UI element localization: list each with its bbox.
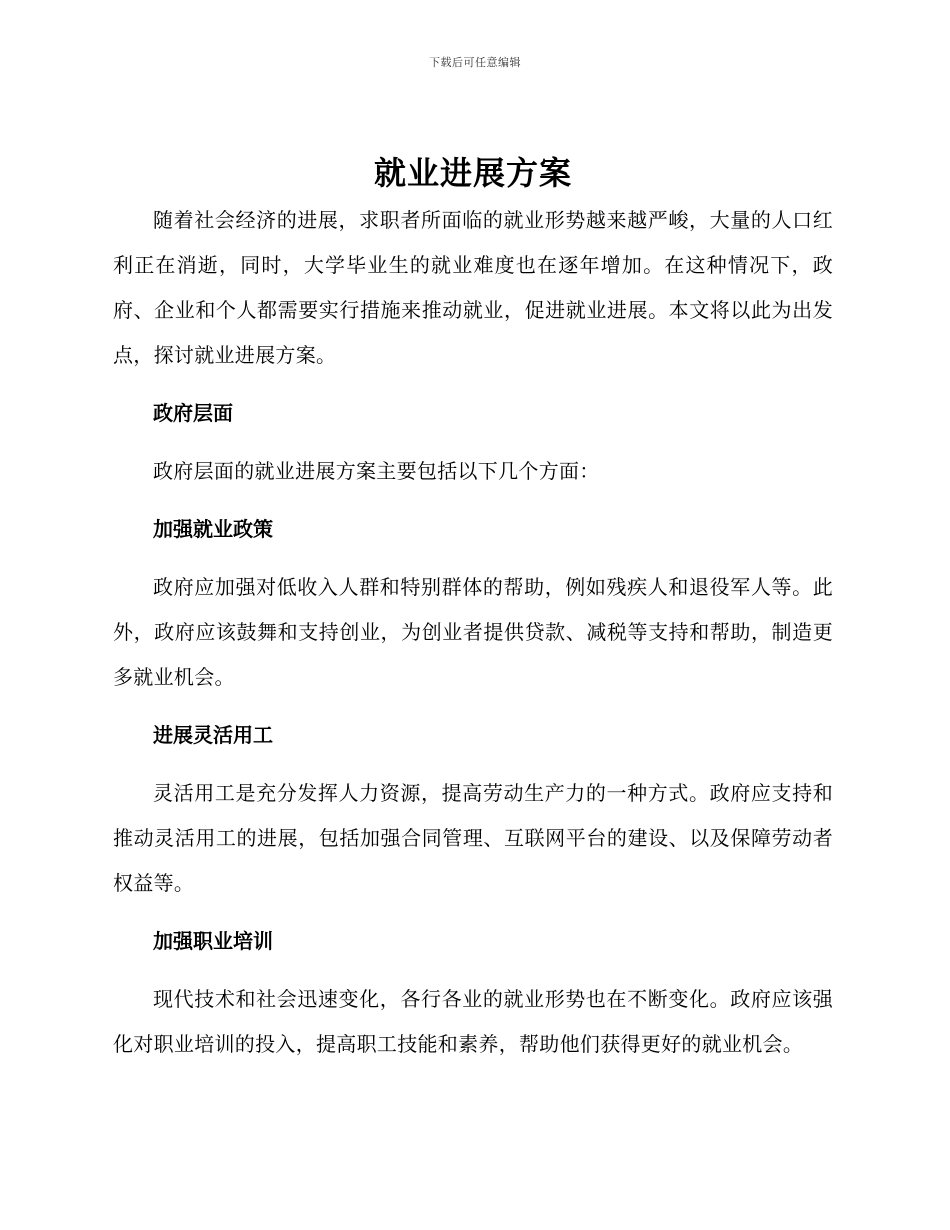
spacer: [113, 436, 833, 449]
document-title: 就业进展方案: [373, 154, 572, 192]
spacer: [113, 964, 833, 977]
spacer: [113, 700, 833, 713]
spacer: [113, 552, 833, 565]
policy-paragraph: 政府应加强对低收入人群和特别群体的帮助，例如残疾人和退役军人等。此外，政府应该鼓舞和支持创业，为创业者提供贷款、减税等支持和帮助，制造更多就业机会。: [113, 575, 833, 689]
spacer: [113, 494, 833, 507]
spacer: [113, 378, 833, 391]
document-body: [113, 148, 833, 1067]
section-heading-training: 加强职业培训: [153, 929, 273, 953]
section-heading-flexible: 进展灵活用工: [153, 723, 273, 747]
section-heading-policy: 加强就业政策: [153, 517, 273, 541]
section-heading-government: 政府层面: [153, 401, 233, 425]
flexible-paragraph: 灵活用工是充分发挥人力资源，提高劳动生产力的一种方式。政府应支持和推动灵活用工的进展，包括加强合同管理、互联网平台的建设、以及保障劳动者权益等。: [113, 781, 833, 895]
spacer: [113, 758, 833, 771]
header-note: 下载后可任意编辑: [429, 56, 521, 69]
training-paragraph: 现代技术和社会迅速变化，各行各业的就业形势也在不断变化。政府应该强化对职业培训的投入，提高职工技能和素养，帮助他们获得更好的就业机会。: [113, 987, 833, 1056]
government-paragraph: 政府层面的就业进展方案主要包括以下几个方面：: [153, 459, 600, 483]
spacer: [113, 906, 833, 919]
intro-paragraph: 随着社会经济的进展，求职者所面临的就业形势越来越严峻，大量的人口红利正在消逝，同时，大学毕业生的就业难度也在逐年增加。在这种情况下，政府、企业和个人都需要实行措施来推动就业，促进就业进展。本文将以此为出发点，探讨就业进展方案。: [113, 208, 833, 367]
